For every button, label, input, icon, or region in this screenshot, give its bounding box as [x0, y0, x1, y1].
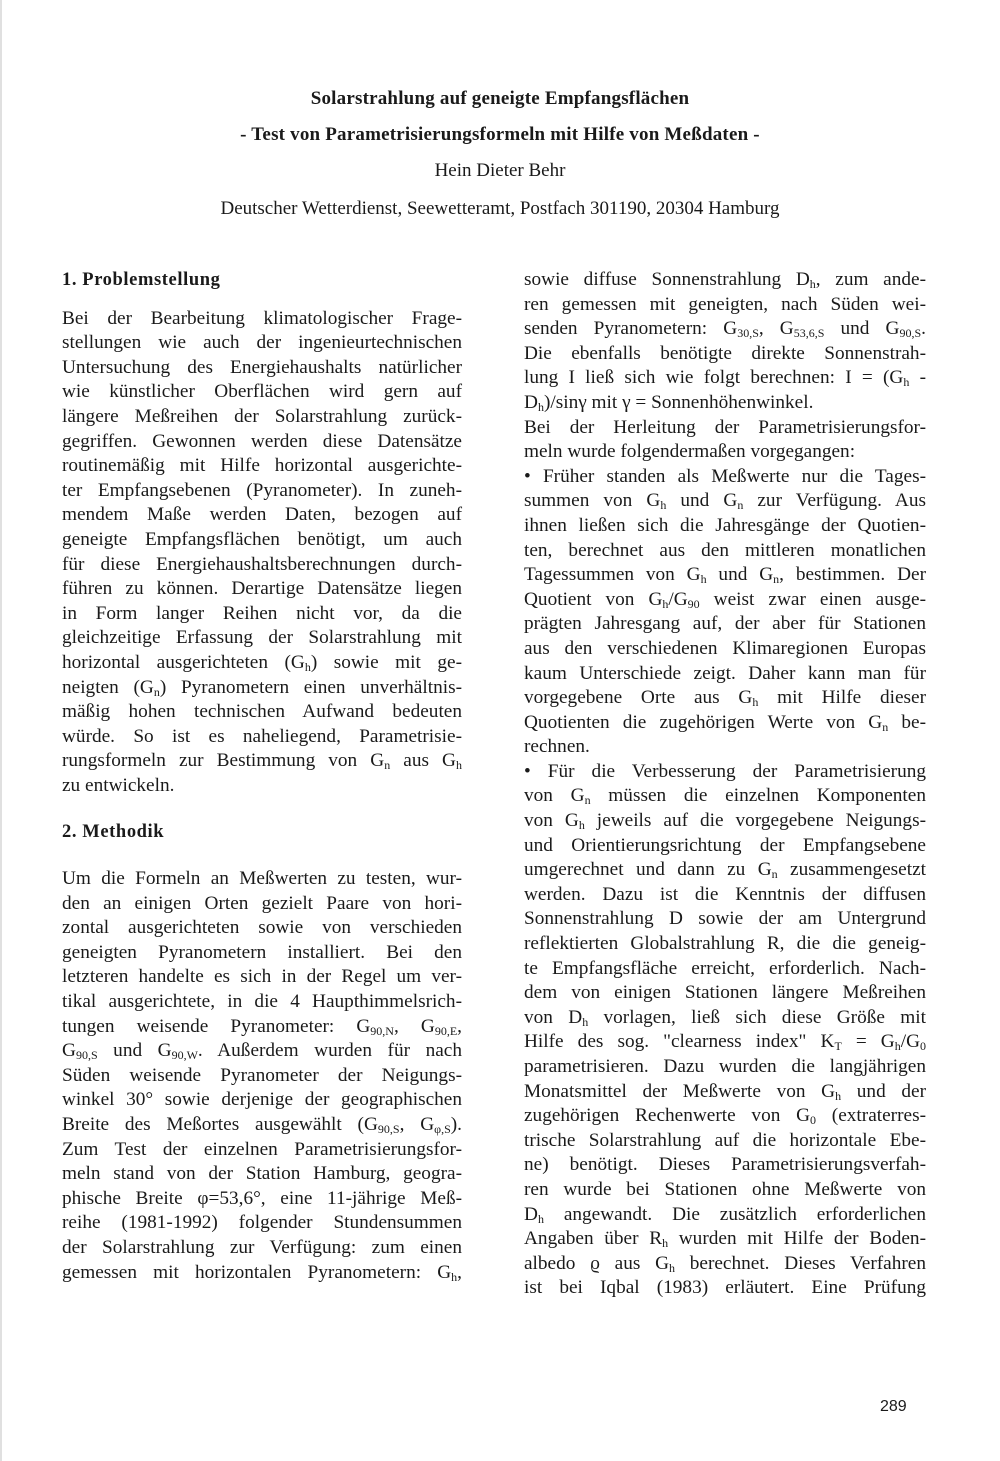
text-run: weist zwar einen ausge-: [699, 588, 926, 610]
subscript: 53,6,S: [793, 326, 825, 341]
text-run: horizontal ausgerichteten (G: [62, 651, 305, 673]
subscript: h: [304, 659, 311, 674]
subscript: T: [834, 1039, 842, 1054]
text-run: lung I ließ sich wie folgt berechnen: I = (G: [524, 367, 904, 389]
text-line: [62, 454, 462, 479]
text-line: [62, 651, 462, 676]
text-line: [62, 892, 462, 917]
text-line: [524, 1227, 926, 1252]
text-run: prägten Jahresgang auf, der aber für Stationen: [524, 613, 926, 635]
text-run: tikal ausgerichtete, in die 4 Haupthimmelsrich-: [62, 991, 462, 1013]
text-run: aus den verschiedenen Klimaregionen Europas: [524, 637, 926, 659]
right-text-column: [524, 268, 926, 1301]
text-line: [62, 700, 462, 725]
text-line: [524, 1080, 926, 1105]
text-run: D: [524, 391, 538, 413]
text-run: G: [62, 1040, 76, 1062]
subscript: n: [153, 684, 160, 699]
text-run: , G: [393, 1015, 435, 1037]
text-run: ,: [457, 1015, 462, 1037]
text-run: winkel 30° sowie derjenige der geographischen: [62, 1089, 462, 1111]
text-line: [524, 391, 926, 416]
text-run: )/sinγ mit γ = Sonnenhöhenwinkel.: [543, 391, 814, 413]
text-run: D: [524, 1203, 538, 1225]
text-run: stellungen wie auch der ingenieurtechnischen: [62, 332, 462, 354]
text-line: [524, 440, 926, 465]
text-run: ist bei Iqbal (1983) erläutert. Eine Prüfung: [524, 1277, 926, 1299]
text-run: der Solarstrahlung zur Verfügung: zum einen: [62, 1236, 462, 1258]
text-run: und G: [706, 564, 774, 586]
text-run: rungsformeln zur Bestimmung von G: [62, 750, 385, 772]
text-run: Süden weisende Pyranometer der Neigungs-: [62, 1064, 462, 1086]
page-number: 289: [880, 1398, 907, 1415]
text-line: [524, 465, 926, 490]
text-run: den an einigen Orten gezielt Paare von hori-: [62, 892, 462, 914]
text-run: trische Solarstrahlung auf die horizontale Ebe-: [524, 1129, 926, 1151]
text-run: von G: [524, 810, 579, 832]
text-run: = G: [841, 1031, 895, 1053]
text-line: [62, 405, 462, 430]
text-line: [524, 957, 926, 982]
text-run: jeweils auf die vorgegebene Neigungs-: [584, 810, 926, 832]
text-run: ne) benötigt. Dieses Parametrisierungsverfah-: [524, 1154, 926, 1176]
text-line: [524, 293, 926, 318]
subscript: 90: [687, 596, 700, 611]
text-run: in Form langer Reihen nicht vor, da die: [62, 602, 462, 624]
text-run: Zum Test der einzelnen Parametrisierungsfor-: [62, 1138, 462, 1160]
text-line: [524, 686, 926, 711]
text-run: ) Pyranometern einen unverhältnis-: [159, 676, 462, 698]
text-line: [524, 317, 926, 342]
text-run: /G: [668, 588, 688, 610]
text-run: Monatsmittel der Meßwerte von G: [524, 1080, 836, 1102]
text-run: routinemäßig mit Hilfe horizontal ausgerichte-: [62, 455, 462, 477]
text-run: berechnet. Dieses Verfahren: [675, 1252, 926, 1274]
paragraph-gap: [62, 845, 462, 867]
subscript: n: [584, 793, 591, 808]
text-line: [62, 1088, 462, 1113]
text-line: [524, 784, 926, 809]
text-line: [62, 1015, 462, 1040]
paragraph-gap: [62, 798, 462, 820]
paper-subtitle: - Test von Parametrisierungsformeln mit Hilfe von Meßdaten -: [240, 124, 760, 145]
text-run: würde. So ist es naheliegend, Parametrisie-: [62, 725, 462, 747]
text-line: [524, 834, 926, 859]
text-run: Um die Formeln an Meßwerten zu testen, wur-: [62, 868, 462, 890]
text-run: und der: [841, 1080, 926, 1102]
text-run: Breite des Meßortes ausgewählt (G: [62, 1114, 378, 1135]
text-line: [62, 1187, 462, 1212]
subscript: n: [737, 498, 744, 513]
text-run: zusammengesetzt: [777, 859, 926, 881]
subscript: n: [771, 867, 778, 882]
text-line: [62, 356, 462, 381]
section-heading: [62, 268, 462, 293]
subscript: h: [700, 572, 707, 587]
subscript: 90,W: [171, 1048, 198, 1063]
text-run: ).: [450, 1114, 462, 1135]
text-line: [524, 858, 926, 883]
text-run: geneigten Pyranometern installiert. Bei den: [62, 941, 462, 963]
text-run: Quotient von G: [524, 588, 663, 610]
text-line: [524, 1104, 926, 1129]
text-run: . Außerdem wurden für nach: [197, 1040, 462, 1062]
text-run: letzteren handelte es sich in der Regel um ver-: [62, 966, 462, 988]
text-run: Tagessummen von G: [524, 564, 701, 586]
text-run: zontal ausgerichteten sowie von verschieden: [62, 917, 462, 939]
subscript: 0: [920, 1039, 926, 1054]
text-line: [62, 380, 462, 405]
text-run: Sonnenstrahlung D sowie der am Untergrund: [524, 908, 926, 930]
subscript: h: [894, 1039, 901, 1054]
subscript: 90,S: [899, 326, 922, 341]
text-line: [524, 1178, 926, 1203]
text-line: [524, 1276, 926, 1301]
text-line: [62, 774, 462, 799]
text-line: [62, 1064, 462, 1089]
text-run: sowie diffuse Sonnenstrahlung D: [524, 269, 810, 290]
text-line: [62, 577, 462, 602]
text-line: [62, 749, 462, 774]
text-line: [62, 1162, 462, 1187]
text-run: ren wurde bei Stationen ohne Meßwerte von: [524, 1178, 926, 1200]
subscript: h: [537, 1211, 544, 1226]
text-run: , G: [399, 1114, 435, 1135]
subscript: h: [582, 1014, 589, 1029]
text-run: längere Meßreihen der Solarstrahlung zurück-: [62, 405, 462, 427]
text-run: gegriffen. Gewonnen werden diese Datensätze: [62, 430, 462, 452]
text-line: [524, 735, 926, 760]
subscript: h: [809, 277, 816, 291]
text-run: albedo ϱ aus G: [524, 1252, 670, 1274]
text-line: [524, 489, 926, 514]
subscript: 0: [810, 1113, 817, 1128]
text-run: und G: [824, 318, 900, 340]
text-line: [524, 1129, 926, 1154]
text-line: [62, 941, 462, 966]
text-line: [524, 711, 926, 736]
text-line: [62, 602, 462, 627]
subscript: h: [662, 1236, 669, 1251]
text-line: [62, 479, 462, 504]
text-line: [62, 990, 462, 1015]
text-line: [62, 1261, 462, 1286]
text-run: wie künstlicher Oberflächen wird gern auf: [62, 381, 462, 403]
subscript: h: [455, 758, 462, 773]
subscript: 90,S: [377, 1122, 400, 1136]
text-line: [524, 342, 926, 367]
text-line: [62, 965, 462, 990]
text-line: [62, 626, 462, 651]
text-run: meln wurde folgendermaßen vorgegangen:: [524, 441, 856, 463]
author-name: Hein Dieter Behr: [434, 160, 566, 181]
text-run: phische Breite φ=53,6°, eine 11-jährige Meß-: [62, 1187, 462, 1209]
text-line: [524, 563, 926, 588]
text-run: dem von einigen Stationen längere Meßreihen: [524, 982, 926, 1004]
text-line: [62, 1039, 462, 1064]
text-line: [524, 539, 926, 564]
text-run: geneigte Empfangsflächen benötigt, um auch: [62, 528, 462, 550]
text-line: [524, 932, 926, 957]
subscript: h: [451, 1269, 458, 1284]
text-run: .: [921, 318, 926, 340]
text-run: reihe (1981-1992) folgender Stundensummen: [62, 1212, 462, 1234]
text-run: parametrisieren. Dazu wurden die langjährigen: [524, 1056, 926, 1077]
text-run: Bei der Herleitung der Parametrisierungsfor-: [524, 416, 926, 438]
text-line: [524, 416, 926, 441]
paper-title: Solarstrahlung auf geneigte Empfangsflächen: [310, 88, 690, 109]
text-run: umgerechnet und dann zu G: [524, 859, 772, 881]
text-run: Bei der Bearbeitung klimatologischer Frage-: [62, 307, 462, 329]
subscript: h: [660, 498, 667, 513]
text-run: zugehörigen Rechenwerte von G: [524, 1105, 811, 1127]
text-line: [524, 1153, 926, 1178]
text-line: [62, 553, 462, 578]
text-line: [62, 1113, 462, 1138]
text-run: von G: [524, 785, 585, 807]
text-run: ten, berechnet aus den mittleren monatlichen: [524, 539, 926, 561]
text-run: , G: [758, 318, 794, 340]
text-run: , zum ande-: [815, 269, 926, 290]
subscript: h: [752, 695, 759, 710]
text-run: summen von G: [524, 490, 661, 512]
text-run: werden. Dazu ist die Kenntnis der diffusen: [524, 883, 926, 905]
text-line: [524, 662, 926, 687]
text-line: [62, 430, 462, 455]
text-line: [62, 867, 462, 892]
text-line: [62, 1211, 462, 1236]
text-run: ihnen ließen sich die Jahresgänge der Quotien-: [524, 514, 926, 536]
text-run: Quotienten die zugehörigen Werte von G: [524, 711, 883, 733]
author-affiliation: Deutscher Wetterdienst, Seewetteramt, Postfach 301190, 20304 Hamburg: [220, 198, 780, 219]
text-run: und G: [666, 490, 738, 512]
text-line: [62, 307, 462, 332]
text-run: ter Empfangsebenen (Pyranometer). In zuneh-: [62, 479, 462, 501]
subscript: h: [537, 399, 544, 414]
left-text-column: [62, 268, 462, 1285]
subscript: 90,E: [434, 1023, 458, 1038]
text-run: vorgegebene Orte aus G: [524, 687, 753, 709]
text-line: [524, 907, 926, 932]
text-line: [524, 588, 926, 613]
text-run: 1. Problemstellung: [62, 270, 221, 290]
subscript: φ,S: [434, 1122, 451, 1136]
text-run: von D: [524, 1006, 583, 1028]
text-line: [524, 1030, 926, 1055]
text-line: [524, 268, 926, 293]
subscript: h: [669, 1260, 676, 1275]
text-run: 2. Methodik: [62, 822, 165, 843]
text-line: [62, 1138, 462, 1163]
text-line: [524, 1055, 926, 1080]
text-line: [62, 725, 462, 750]
text-run: be-: [888, 711, 926, 733]
text-run: ,: [457, 1261, 462, 1283]
text-run: vorlagen, ließ sich diese Größe mit: [588, 1006, 926, 1028]
text-run: mit Hilfe dieser: [758, 687, 927, 709]
text-run: rechnen.: [524, 736, 590, 758]
text-run: und G: [97, 1040, 172, 1062]
text-run: zur Verfügung. Aus: [743, 490, 926, 512]
paragraph-gap: [62, 293, 462, 307]
text-line: [524, 1006, 926, 1031]
text-run: Hilfe des sog. "clearness index" K: [524, 1031, 835, 1053]
text-line: [62, 916, 462, 941]
text-run: aus G: [390, 750, 456, 772]
subscript: h: [835, 1088, 842, 1103]
text-line: [524, 612, 926, 637]
text-run: Untersuchung des Energiehaushalts natürlicher: [62, 356, 462, 378]
text-run: (extraterres-: [816, 1105, 926, 1127]
text-line: [524, 809, 926, 834]
text-run: Die ebenfalls benötigte direkte Sonnenstrah-: [524, 342, 926, 364]
subscript: h: [578, 818, 585, 833]
subscript: 90,S: [75, 1048, 98, 1063]
text-run: reflektierten Globalstrahlung R, die die geneig-: [524, 933, 926, 955]
text-run: müssen die einzelnen Komponenten: [590, 785, 926, 807]
text-line: [62, 676, 462, 701]
text-run: ) sowie mit ge-: [310, 651, 462, 673]
text-line: [524, 366, 926, 391]
text-run: senden Pyranometern: G: [524, 318, 738, 340]
text-run: für diese Energiehaushaltsberechnungen durch-: [62, 553, 462, 575]
text-line: [62, 503, 462, 528]
text-run: mäßig hohen technischen Aufwand bedeuten: [62, 701, 462, 723]
text-run: , bestimmen. Der: [779, 564, 926, 586]
text-line: [524, 1252, 926, 1277]
text-line: [62, 331, 462, 356]
text-run: -: [909, 367, 926, 389]
text-run: te Empfangsfläche erreicht, erforderlich. Nach-: [524, 957, 926, 979]
text-run: gleichzeitige Erfassung der Solarstrahlung mit: [62, 627, 462, 649]
text-line: [62, 1236, 462, 1261]
text-run: wurden mit Hilfe der Boden-: [668, 1228, 926, 1250]
subscript: h: [903, 375, 910, 390]
subscript: h: [662, 596, 669, 611]
text-line: [62, 528, 462, 553]
text-line: [524, 514, 926, 539]
section-heading: [62, 820, 462, 845]
text-run: /G: [900, 1031, 920, 1053]
subscript: n: [882, 719, 889, 734]
text-line: [524, 637, 926, 662]
text-run: und Orientierungsrichtung der Empfangsebene: [524, 834, 926, 856]
subscript: 30,S: [737, 326, 759, 341]
subscript: n: [773, 572, 780, 587]
text-run: zu entwickeln.: [62, 774, 175, 796]
text-run: gemessen mit horizontalen Pyranometern: G: [62, 1261, 452, 1283]
text-run: angewandt. Die zusätzlich erforderlichen: [543, 1203, 926, 1225]
subscript: n: [384, 758, 391, 773]
subscript: 90,N: [370, 1023, 394, 1038]
text-line: [524, 883, 926, 908]
text-line: [524, 760, 926, 785]
text-run: tungen weisende Pyranometer: G: [62, 1015, 371, 1037]
text-run: Angaben über R: [524, 1228, 663, 1250]
text-line: [524, 1203, 926, 1228]
text-run: neigten (G: [62, 676, 154, 698]
text-run: ren gemessen mit geneigten, nach Süden wei-: [524, 293, 926, 315]
text-run: • Früher standen als Meßwerte nur die Tages-: [524, 465, 926, 487]
text-run: führen zu können. Derartige Datensätze liegen: [62, 578, 462, 600]
text-run: kaum Unterschiede zeigt. Daher kann man für: [524, 662, 926, 684]
text-run: mendem Maße werden Daten, bezogen auf: [62, 504, 462, 526]
text-line: [524, 981, 926, 1006]
text-run: meln stand von der Station Hamburg, geogra-: [62, 1163, 462, 1185]
text-run: • Für die Verbesserung der Parametrisierung: [524, 760, 926, 782]
